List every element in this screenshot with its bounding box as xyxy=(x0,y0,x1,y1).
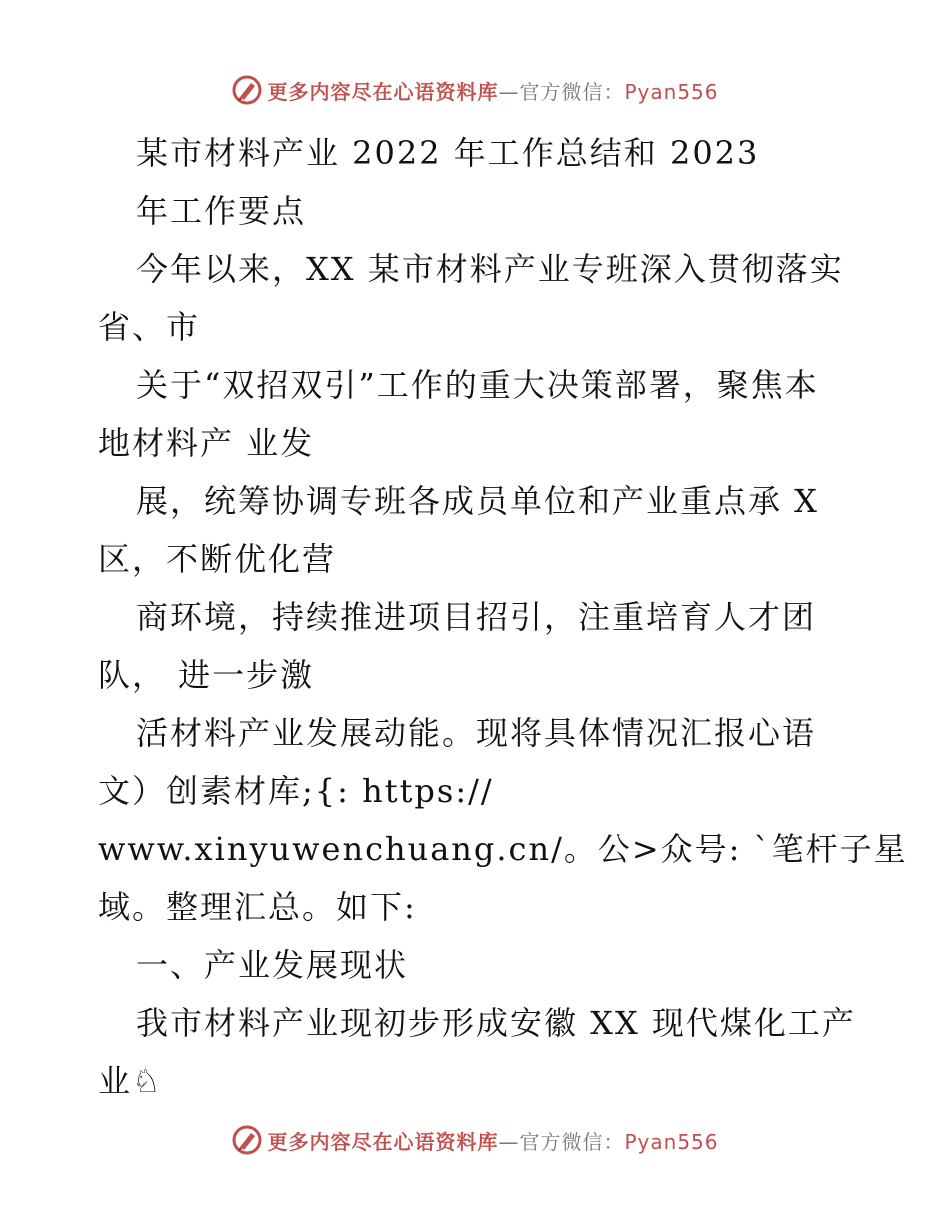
banner-official: 官方微信： xyxy=(519,1129,625,1154)
doc-line: 活材料产业发展动能。现将具体情况汇报心语 xyxy=(136,714,817,752)
banner-dash: — xyxy=(498,1129,520,1154)
doc-line: 年工作要点 xyxy=(136,192,307,230)
doc-line: 队， 进一步激 xyxy=(98,656,315,694)
document-body xyxy=(98,124,908,1110)
banner-brand: 更多内容尽在心语资料库 xyxy=(267,1129,499,1154)
doc-line: 商环境，持续推进项目招引，注重培育人才团 xyxy=(136,598,817,636)
banner-dash: — xyxy=(498,79,520,104)
banner-brand: 更多内容尽在心语资料库 xyxy=(267,79,499,104)
header-banner xyxy=(0,70,950,110)
doc-line: 文）创素材库;{: https:// xyxy=(98,772,494,810)
doc-line: 展，统筹协调专班各成员单位和产业重点承 X xyxy=(136,482,819,520)
banner-wechat-id: Pyan556 xyxy=(624,79,719,104)
footer-banner xyxy=(0,1120,950,1160)
doc-line: 地材料产 业发 xyxy=(98,424,315,462)
section-heading: 一、产业发展现状 xyxy=(136,946,409,984)
pen-logo-icon xyxy=(231,74,263,106)
doc-line: 业♘ xyxy=(98,1062,163,1100)
banner-official: 官方微信： xyxy=(519,79,625,104)
doc-line: 省、市 xyxy=(98,308,201,346)
doc-line: www.xinyuwenchuang.cn/。公>众号: `笔杆子星 xyxy=(98,830,908,868)
banner-text xyxy=(267,1126,718,1155)
pen-logo-icon xyxy=(231,1124,263,1156)
banner-text xyxy=(267,76,718,105)
doc-line: 关于“双招双引”工作的重大决策部署，聚焦本 xyxy=(136,366,819,404)
doc-line: 我市材料产业现初步形成安徽 XX 现代煤化工产 xyxy=(136,1004,856,1042)
doc-line: 今年以来，XX 某市材料产业专班深入贯彻落实 xyxy=(136,250,844,288)
banner-wechat-id: Pyan556 xyxy=(624,1129,719,1154)
doc-line: 某市材料产业 2022 年工作总结和 2023 xyxy=(136,134,760,172)
doc-line: 域。整理汇总。如下: xyxy=(98,888,417,926)
doc-line: 区，不断优化营 xyxy=(98,540,337,578)
